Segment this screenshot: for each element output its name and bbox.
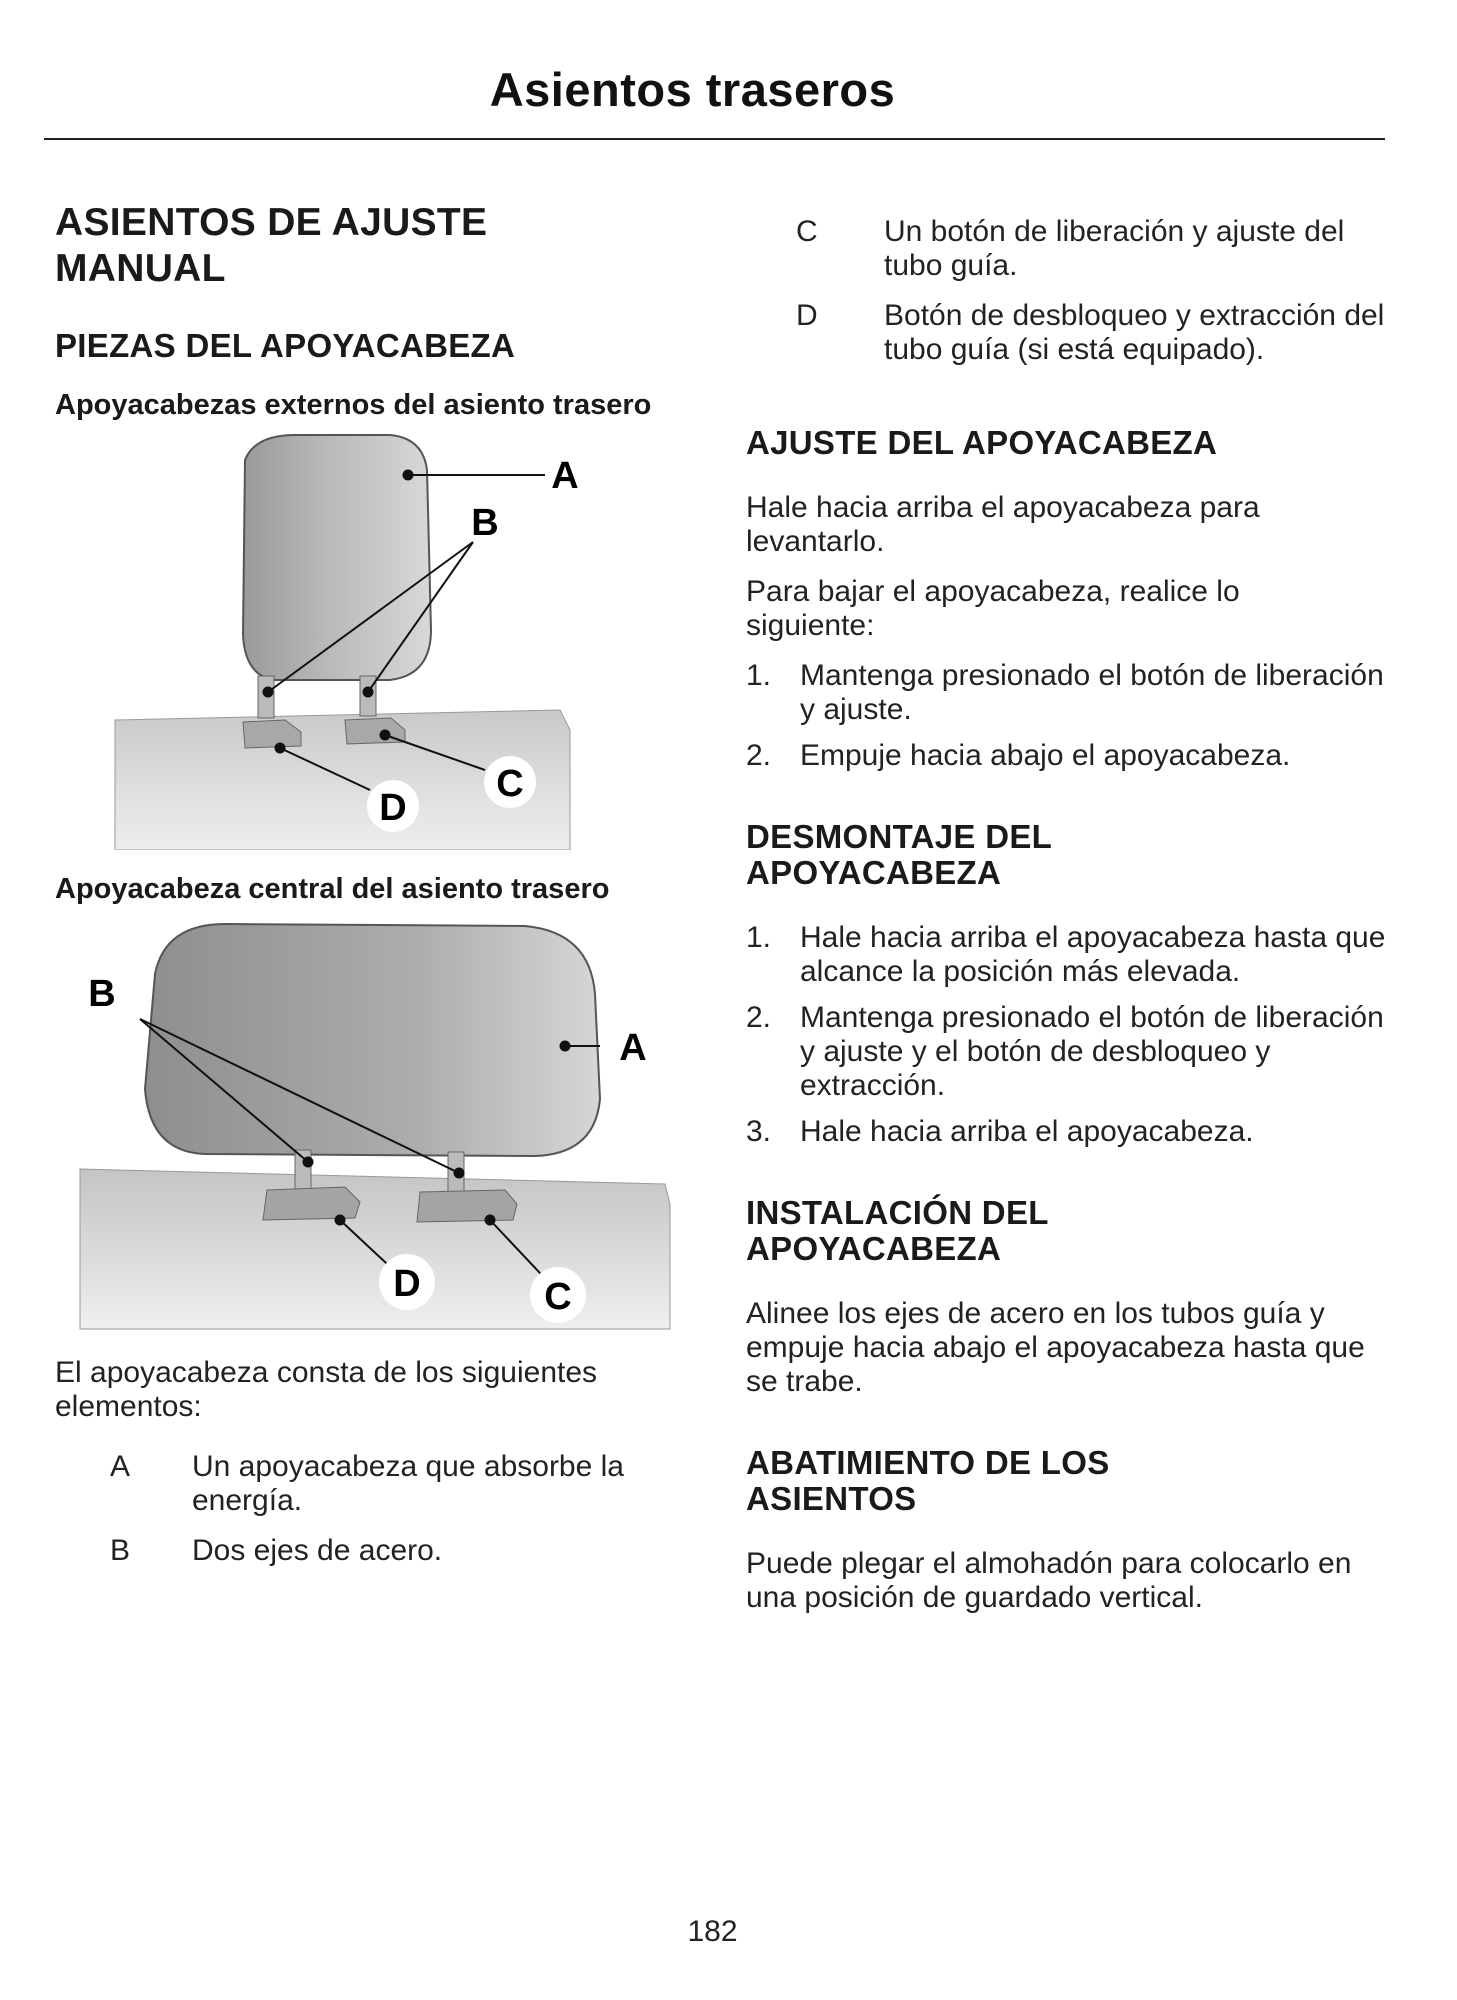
callout-label-a: A — [551, 455, 579, 497]
right-column — [746, 215, 1386, 1615]
callout-label-d: D — [393, 1263, 421, 1305]
step-number: 1. — [746, 921, 772, 954]
left-column — [55, 200, 690, 1568]
legend-text: Un botón de liberación y ajuste del tubo guía. — [884, 215, 1345, 282]
adjust-raise-text: Hale hacia arriba el apoyacabeza para levantarlo. — [746, 491, 1260, 558]
step-item — [746, 739, 1386, 773]
heading-outer-headrests: Apoyacabezas externos del asiento trasero — [55, 389, 652, 421]
step-number: 1. — [746, 659, 772, 692]
legend-item — [55, 1534, 690, 1568]
callout-label-c: C — [544, 1276, 572, 1318]
step-item — [746, 1001, 1386, 1103]
title-divider — [44, 138, 1385, 140]
fold-text: Puede plegar el almohadón para colocarlo en una posición de guardado vertical. — [746, 1547, 1352, 1614]
remove-steps — [746, 921, 1386, 1149]
heading-center-headrest: Apoyacabeza central del asiento trasero — [55, 873, 610, 905]
step-number: 3. — [746, 1115, 772, 1148]
guide-collar-left — [263, 1187, 360, 1220]
step-text: Hale hacia arriba el apoyacabeza hasta que alcance la posición más elevada. — [800, 921, 1386, 988]
section-heading-manual-seats: ASIENTOS DE AJUSTE MANUAL — [55, 201, 488, 290]
adjust-steps — [746, 659, 1386, 773]
step-item — [746, 1115, 1386, 1149]
install-text: Alinee los ejes de acero en los tubos guía y empuje hacia abajo el apoyacabeza hasta que se trabe. — [746, 1297, 1365, 1398]
legend-key: C — [796, 215, 818, 248]
callout-label-c: C — [496, 763, 524, 805]
page-title: Asientos traseros — [489, 63, 896, 116]
legend-text: Un apoyacabeza que absorbe la energía. — [192, 1450, 624, 1517]
legend-list — [55, 1450, 690, 1568]
legend-key: D — [796, 299, 818, 332]
callout-label-d: D — [379, 787, 407, 829]
legend-item — [746, 215, 1386, 283]
step-text: Hale hacia arriba el apoyacabeza. — [800, 1115, 1254, 1148]
legend-item — [746, 299, 1386, 367]
legend-text: Botón de desbloqueo y extracción del tubo guía (si está equipado). — [884, 299, 1385, 366]
step-item — [746, 921, 1386, 989]
legend-text: Dos ejes de acero. — [192, 1534, 443, 1567]
heading-fold-seats: ABATIMIENTO DE LOS ASIENTOS — [746, 1444, 1110, 1517]
step-item — [746, 659, 1386, 727]
heading-headrest-parts: PIEZAS DEL APOYACABEZA — [55, 327, 516, 364]
heading-adjust-headrest: AJUSTE DEL APOYACABEZA — [746, 424, 1218, 461]
legend-key: B — [110, 1534, 131, 1567]
callout-label-b: B — [88, 973, 116, 1015]
guide-collar-right — [345, 718, 405, 744]
center-headrest-diagram — [55, 914, 685, 1334]
step-text: Mantenga presionado el botón de liberación y ajuste. — [800, 659, 1384, 726]
guide-tube-left — [295, 1150, 311, 1190]
adjust-lower-intro: Para bajar el apoyacabeza, realice lo siguiente: — [746, 575, 1240, 642]
legend-key: A — [110, 1450, 131, 1483]
callout-label-b: B — [471, 502, 499, 544]
headrest-pad — [145, 924, 600, 1156]
step-number: 2. — [746, 1001, 772, 1034]
step-text: Empuje hacia abajo el apoyacabeza. — [800, 739, 1291, 772]
step-number: 2. — [746, 739, 772, 772]
step-text: Mantenga presionado el botón de liberación y ajuste y el botón de desbloqueo y extracción. — [800, 1001, 1384, 1102]
consists-text: El apoyacabeza consta de los siguientes elementos: — [55, 1356, 598, 1423]
heading-install-headrest: INSTALACIÓN DEL APOYACABEZA — [746, 1194, 1049, 1267]
guide-collar-right — [417, 1190, 517, 1222]
legend-list-continued — [746, 215, 1386, 367]
callout-label-a: A — [619, 1027, 647, 1069]
outer-headrest-diagram — [105, 430, 685, 850]
legend-item — [55, 1450, 690, 1518]
page-number: 182 — [687, 1915, 738, 1948]
heading-remove-headrest: DESMONTAJE DEL APOYACABEZA — [746, 818, 1052, 891]
